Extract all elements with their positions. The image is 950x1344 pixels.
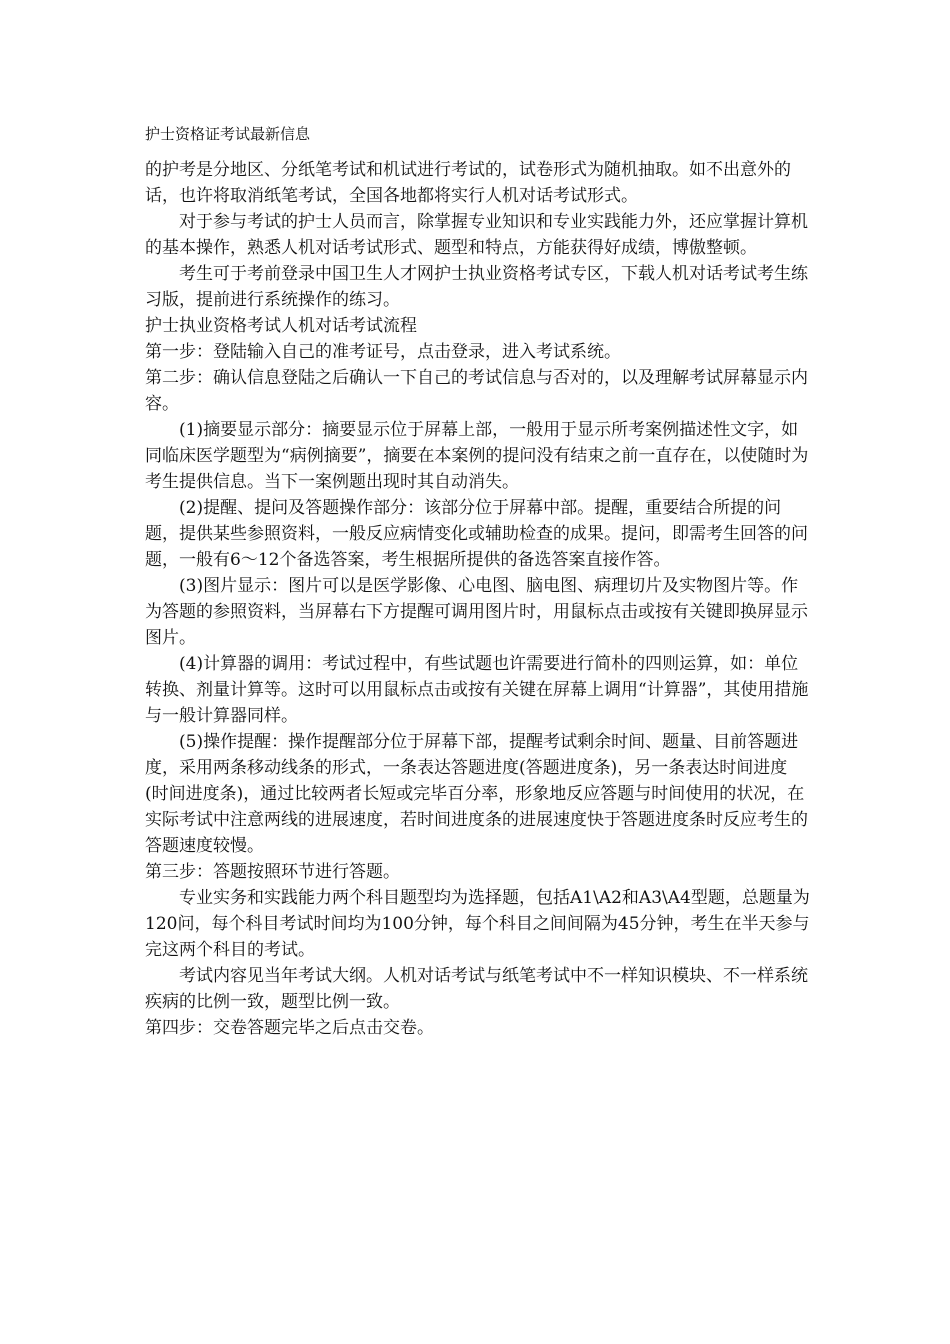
- paragraph: 专业实务和实践能力两个科目题型均为选择题，包括A1\A2和A3\A4型题，总题量为120问，每个科目考试时间均为100分钟，每个科目之间间隔为45分钟，考生在半天参与完这两个科目的考试。: [145, 888, 810, 960]
- step-paragraph: 第一步：登陆输入自己的准考证号，点击登录，进入考试系统。: [145, 342, 621, 362]
- document-title: 护士资格证考试最新信息: [145, 125, 311, 143]
- paragraph: (2)提醒、提问及答题操作部分：该部分位于屏幕中部。提醒，重要结合所提的问题，提供某些参照资料，一般反应病情变化或辅助检查的成果。提问，即需考生回答的问题，一般有6～12个备选答案，考生根据所提供的备选答案直接作答。: [145, 498, 808, 570]
- paragraph: 考试内容见当年考试大纲。人机对话考试与纸笔考试中不一样知识模块、不一样系统疾病的比例一致，题型比例一致。: [145, 966, 808, 1012]
- paragraph: 考生可于考前登录中国卫生人才网护士执业资格考试专区，下载人机对话考试考生练习版，提前进行系统操作的练习。: [145, 264, 808, 310]
- step-paragraph: 第四步：交卷答题完毕之后点击交卷。: [145, 1018, 434, 1038]
- paragraph: (4)计算器的调用：考试过程中，有些试题也许需要进行简朴的四则运算，如：单位转换、剂量计算等。这时可以用鼠标点击或按有关键在屏幕上调用“计算器”，其使用措施与一般计算器同样。: [145, 654, 809, 726]
- paragraph: 对于参与考试的护士人员而言，除掌握专业知识和专业实践能力外，还应掌握计算机的基本操作，熟悉人机对话考试形式、题型和特点，方能获得好成绩，博傲整顿。: [145, 212, 808, 258]
- step-paragraph: 第三步：答题按照环节进行答题。: [145, 862, 400, 882]
- paragraph: (5)操作提醒：操作提醒部分位于屏幕下部，提醒考试剩余时间、题量、目前答题进度，采用两条移动线条的形式，一条表达答题进度(答题进度条)，另一条表达时间进度(时间进度条)，通过比较两者长短或完毕百分率，形象地反应答题与时间使用的状况，在实际考试中注意两线的进展速度，若时间进度条的进展速度快于答题进度条时反应考生的答题速度较慢。: [145, 732, 808, 856]
- paragraph: (1)摘要显示部分：摘要显示位于屏幕上部，一般用于显示所考案例描述性文字，如同临床医学题型为“病例摘要”，摘要在本案例的提问没有结束之前一直存在，以使随时为考生提供信息。当下一案例题出现时其自动消失。: [145, 420, 809, 492]
- section-heading: 护士执业资格考试人机对话考试流程: [145, 316, 417, 336]
- step-paragraph: 第二步：确认信息登陆之后确认一下自己的考试信息与否对的，以及理解考试屏幕显示内容。: [145, 368, 808, 414]
- document-body: [145, 157, 810, 1041]
- paragraph: (3)图片显示：图片可以是医学影像、心电图、脑电图、病理切片及实物图片等。作为答题的参照资料，当屏幕右下方提醒可调用图片时，用鼠标点击或按有关键即换屏显示图片。: [145, 576, 808, 648]
- paragraph: 的护考是分地区、分纸笔考试和机试进行考试的，试卷形式为随机抽取。如不出意外的话，也许将取消纸笔考试，全国各地都将实行人机对话考试形式。: [145, 160, 791, 206]
